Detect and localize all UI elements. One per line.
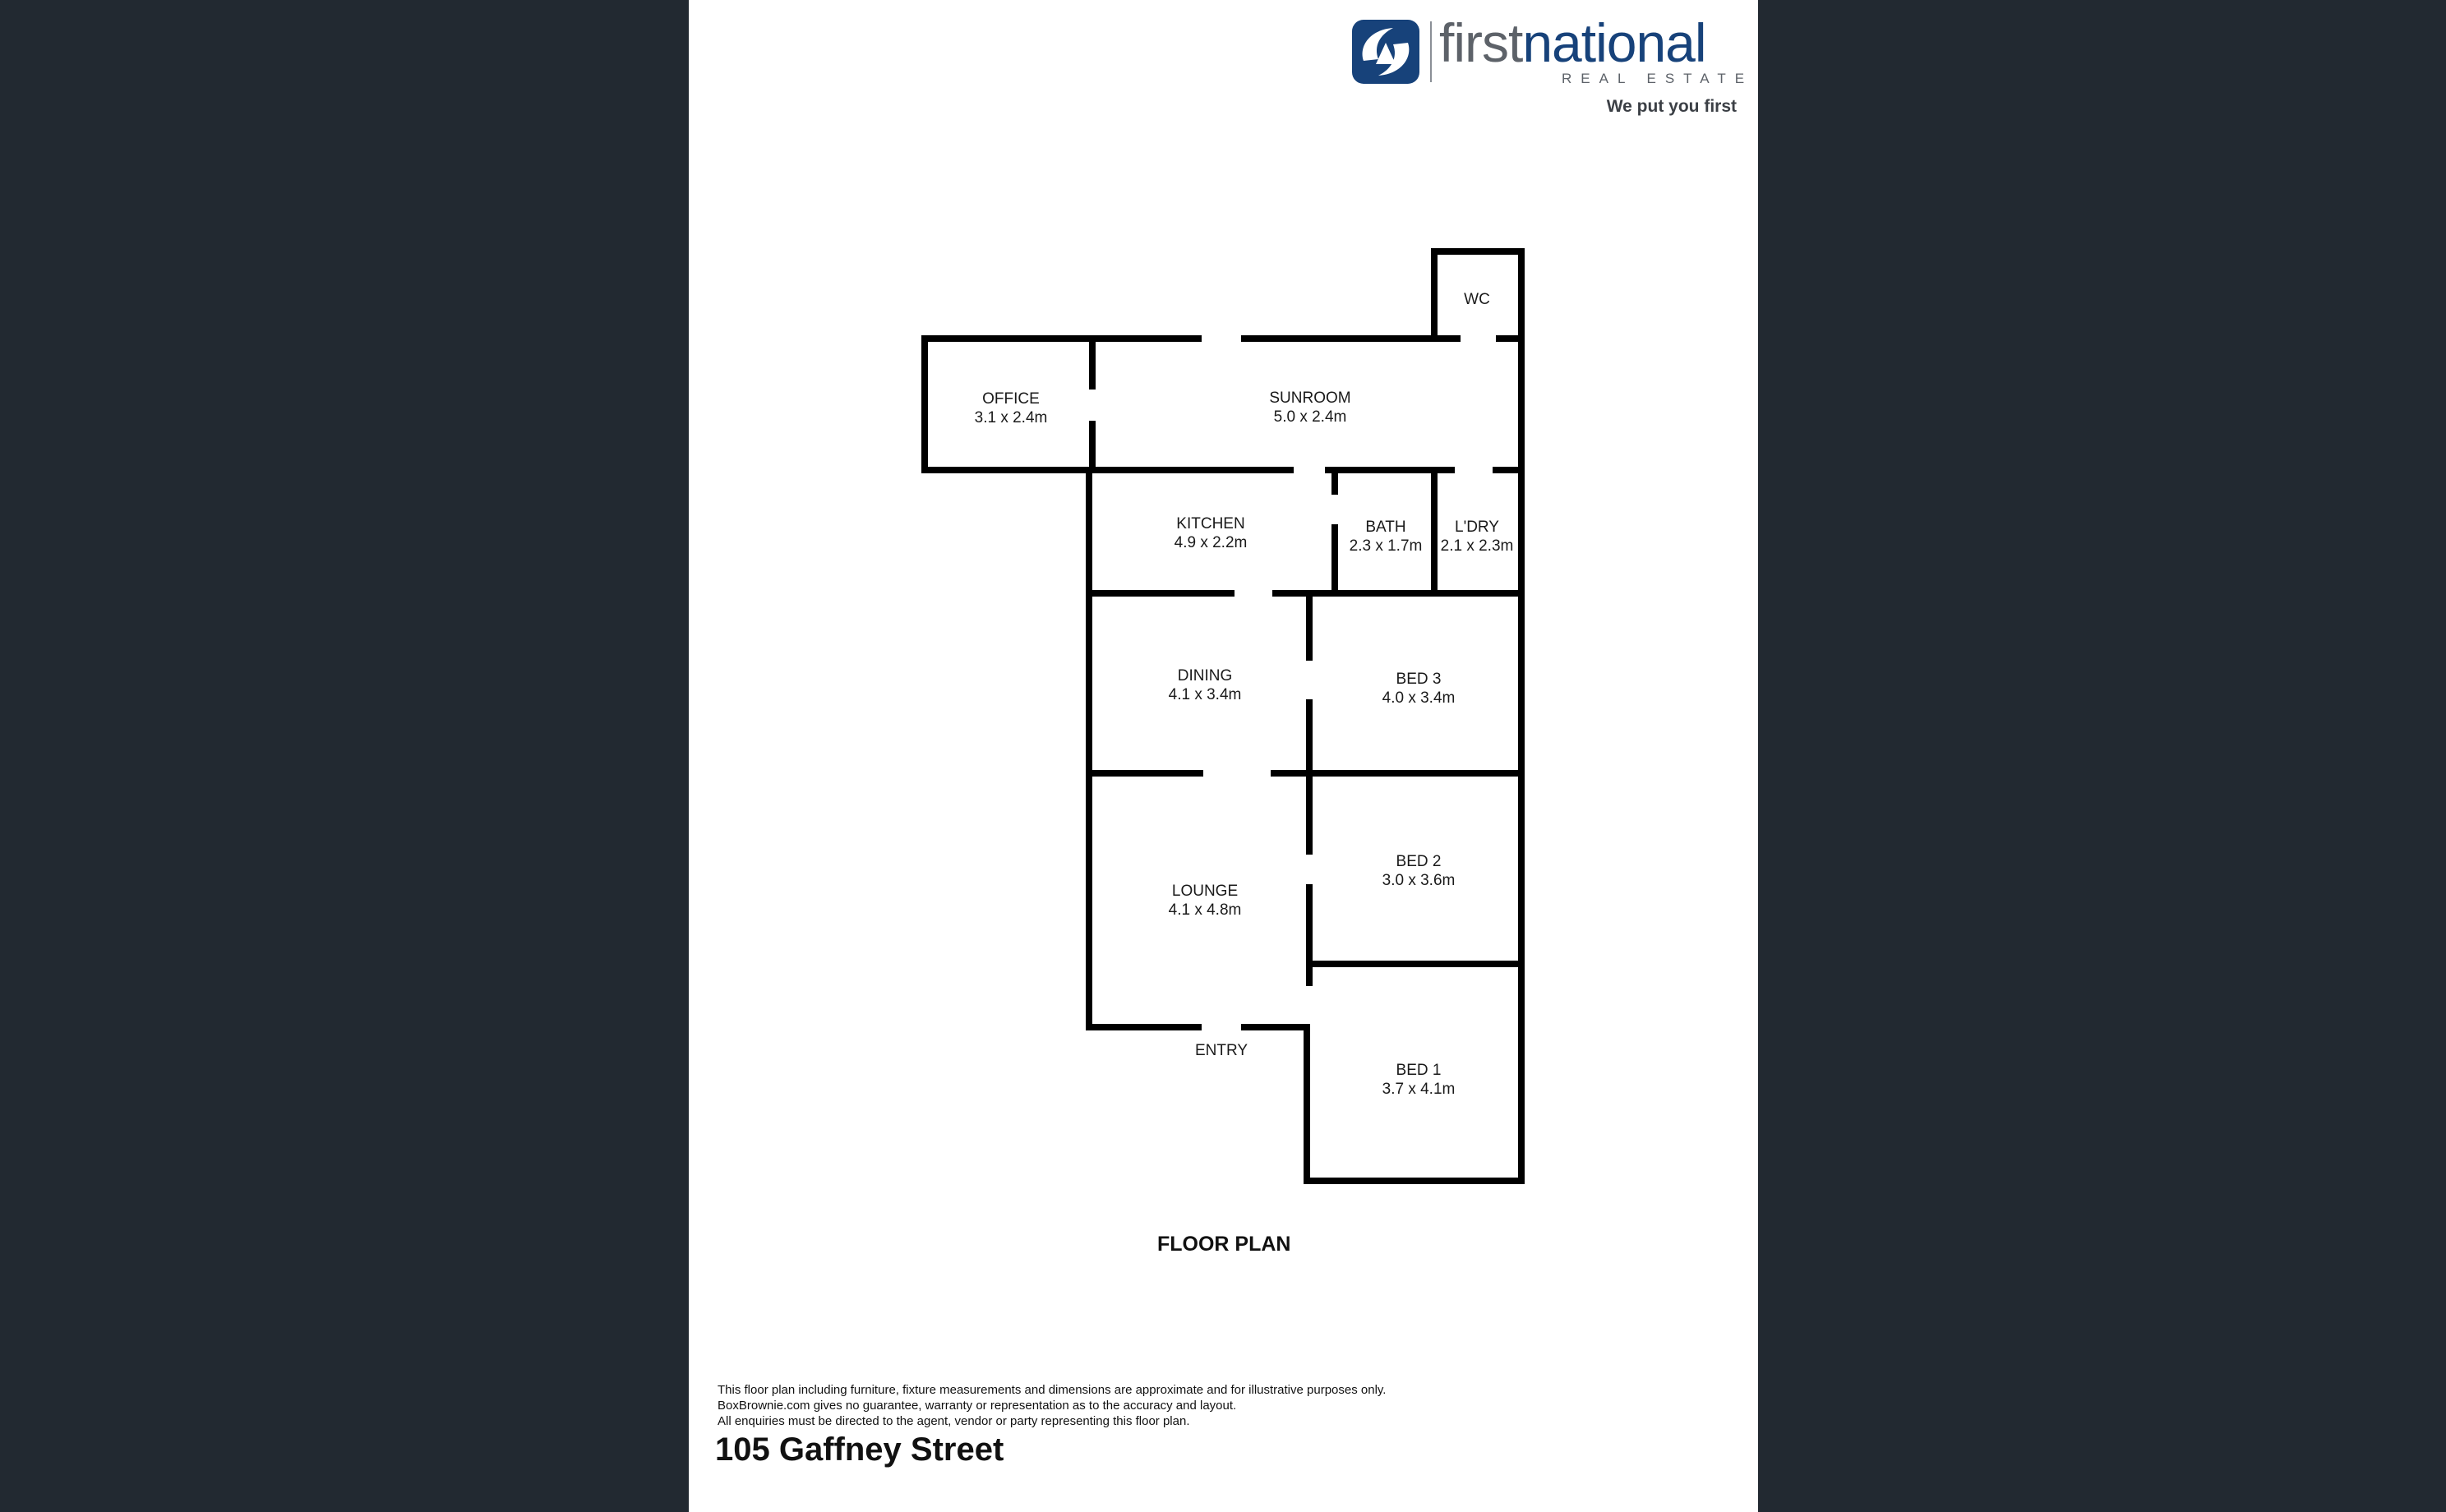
room-office-name: OFFICE <box>982 390 1040 408</box>
room-entry-name: ENTRY <box>1194 1042 1248 1059</box>
brand-tagline: We put you first <box>1606 97 1737 116</box>
floor-plan-title: FLOOR PLAN <box>1157 1233 1291 1256</box>
room-lounge-size: 4.1 x 4.8m <box>1168 901 1242 919</box>
brand-name-first: first <box>1439 12 1523 73</box>
room-dining-size: 4.1 x 3.4m <box>1168 686 1242 703</box>
property-address: 105 Gaffney Street <box>715 1431 1004 1468</box>
room-office-size: 3.1 x 2.4m <box>974 409 1048 426</box>
room-bed2-size: 3.0 x 3.6m <box>1382 872 1456 889</box>
sunroom-north-door-gap <box>1202 334 1241 343</box>
room-laundry-size: 2.1 x 2.3m <box>1440 537 1514 555</box>
room-bed1-size: 3.7 x 4.1m <box>1382 1081 1456 1098</box>
room-dining-name: DINING <box>1177 667 1233 685</box>
room-bath-size: 2.3 x 1.7m <box>1349 537 1423 555</box>
room-kitchen-name: KITCHEN <box>1176 515 1245 532</box>
brand-subtitle: REAL ESTATE <box>1562 71 1754 86</box>
room-laundry-name: L'DRY <box>1455 519 1499 536</box>
room-bed3-size: 4.0 x 3.4m <box>1382 689 1456 707</box>
room-bed3-name: BED 3 <box>1396 671 1442 688</box>
room-bed1-name: BED 1 <box>1396 1062 1442 1079</box>
room-labels <box>975 291 1514 1098</box>
disclaimer <box>718 1382 1386 1429</box>
room-kitchen-size: 4.9 x 2.2m <box>1174 534 1248 551</box>
room-bath-name: BATH <box>1365 519 1406 536</box>
disclaimer-line: All enquiries must be directed to the agent, vendor or party representing this floor plan. <box>718 1414 1190 1428</box>
brand-name-national: national <box>1522 12 1706 73</box>
disclaimer-line: BoxBrownie.com gives no guarantee, warranty or representation as to the accuracy and layout. <box>718 1399 1237 1413</box>
room-sunroom-size: 5.0 x 2.4m <box>1273 408 1347 426</box>
room-sunroom-name: SUNROOM <box>1269 390 1351 407</box>
room-wc-name: WC <box>1464 291 1490 308</box>
disclaimer-line: This floor plan including furniture, fixture measurements and dimensions are approximate and for illustrative purposes only. <box>718 1383 1387 1397</box>
room-bed2-name: BED 2 <box>1396 853 1442 870</box>
entry-door-gap <box>1202 1022 1241 1032</box>
room-lounge-name: LOUNGE <box>1171 883 1239 900</box>
